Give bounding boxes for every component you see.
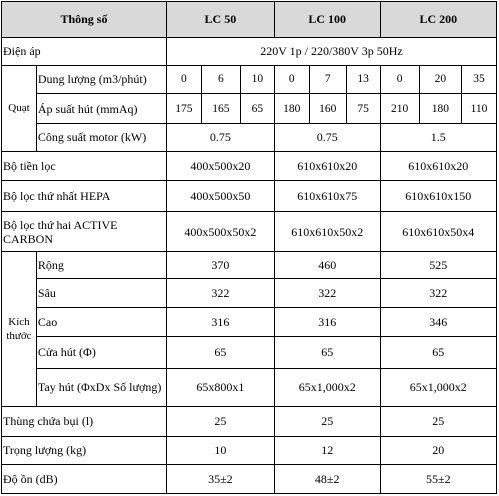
fan-group-label: Quạt bbox=[2, 65, 37, 151]
noise-value: 48±2 bbox=[274, 465, 380, 494]
dimension-value: 316 bbox=[166, 308, 274, 337]
header-param: Thông số bbox=[2, 2, 167, 38]
weight-value: 20 bbox=[380, 436, 496, 465]
carbon-value: 610x610x50x2 bbox=[274, 212, 380, 252]
dimension-value: 65x1,000x2 bbox=[380, 368, 496, 406]
fan-flow-row bbox=[2, 65, 497, 94]
dimension-row-depth bbox=[2, 278, 497, 308]
dimension-value: 322 bbox=[380, 278, 496, 308]
dust-bin-value: 25 bbox=[380, 406, 496, 436]
fan-flow-value: 10 bbox=[240, 65, 274, 94]
header-model-lc50: LC 50 bbox=[166, 2, 274, 38]
fan-flow-value: 0 bbox=[274, 65, 309, 94]
voltage-label: Điện áp bbox=[2, 37, 167, 65]
fan-pressure-value: 110 bbox=[462, 94, 497, 124]
hepa-value: 400x500x50 bbox=[166, 181, 274, 212]
fan-pressure-value: 180 bbox=[274, 94, 309, 124]
fan-flow-value: 6 bbox=[201, 65, 240, 94]
dimension-value: 316 bbox=[274, 308, 380, 337]
dimension-value: 65 bbox=[274, 337, 380, 369]
dimension-label: Cửa hút (Φ) bbox=[36, 337, 166, 369]
dust-bin-value: 25 bbox=[166, 406, 274, 436]
dimension-value: 65 bbox=[166, 337, 274, 369]
weight-row bbox=[2, 436, 497, 465]
dimension-value: 460 bbox=[274, 252, 380, 279]
fan-pressure-value: 65 bbox=[240, 94, 274, 124]
fan-motor-value: 0.75 bbox=[274, 123, 380, 151]
fan-flow-label: Dung lượng (m3/phút) bbox=[36, 65, 166, 94]
noise-value: 55±2 bbox=[380, 465, 496, 494]
header-model-lc100: LC 100 bbox=[274, 2, 380, 38]
dimension-value: 346 bbox=[380, 308, 496, 337]
dust-bin-row bbox=[2, 406, 497, 436]
dimensions-group-label: Kích thước bbox=[2, 252, 37, 407]
dimension-row-width bbox=[2, 252, 497, 279]
fan-flow-value: 20 bbox=[419, 65, 461, 94]
fan-pressure-value: 165 bbox=[201, 94, 240, 124]
header-model-lc200: LC 200 bbox=[380, 2, 496, 38]
fan-flow-value: 13 bbox=[346, 65, 380, 94]
fan-pressure-value: 160 bbox=[309, 94, 346, 124]
noise-label: Độ ồn (dB) bbox=[2, 465, 167, 494]
weight-value: 12 bbox=[274, 436, 380, 465]
carbon-row bbox=[2, 212, 497, 252]
noise-row bbox=[2, 465, 497, 494]
dimension-value: 322 bbox=[274, 278, 380, 308]
pre-filter-value: 400x500x20 bbox=[166, 151, 274, 181]
hepa-value: 610x610x150 bbox=[380, 181, 496, 212]
dimension-label: Tay hút (ΦxDx Số lượng) bbox=[36, 368, 166, 406]
dimension-value: 65x800x1 bbox=[166, 368, 274, 406]
pre-filter-row bbox=[2, 151, 497, 181]
fan-pressure-value: 75 bbox=[346, 94, 380, 124]
noise-value: 35±2 bbox=[166, 465, 274, 494]
spec-table bbox=[1, 1, 497, 494]
dust-bin-value: 25 bbox=[274, 406, 380, 436]
dimension-value: 65 bbox=[380, 337, 496, 369]
fan-motor-value: 0.75 bbox=[166, 123, 274, 151]
fan-pressure-label: Áp suất hút (mmAq) bbox=[36, 94, 166, 124]
fan-motor-label: Công suất motor (kW) bbox=[36, 123, 166, 151]
dimension-value: 525 bbox=[380, 252, 496, 279]
fan-pressure-value: 175 bbox=[166, 94, 201, 124]
pre-filter-label: Bộ tiền lọc bbox=[2, 151, 167, 181]
dimension-label: Rộng bbox=[36, 252, 166, 279]
dimension-row-inlet bbox=[2, 337, 497, 369]
weight-value: 10 bbox=[166, 436, 274, 465]
dimension-label: Sâu bbox=[36, 278, 166, 308]
fan-motor-value: 1.5 bbox=[380, 123, 496, 151]
fan-flow-value: 7 bbox=[309, 65, 346, 94]
fan-flow-value: 0 bbox=[380, 65, 419, 94]
fan-motor-row bbox=[2, 123, 497, 151]
dimension-value: 370 bbox=[166, 252, 274, 279]
weight-label: Trọng lượng (kg) bbox=[2, 436, 167, 465]
voltage-row bbox=[2, 37, 497, 65]
dimension-row-arm bbox=[2, 368, 497, 406]
fan-flow-value: 0 bbox=[166, 65, 201, 94]
header-row bbox=[2, 2, 497, 38]
hepa-label: Bộ lọc thứ nhất HEPA bbox=[2, 181, 167, 212]
dimension-label: Cao bbox=[36, 308, 166, 337]
fan-flow-value: 35 bbox=[462, 65, 497, 94]
pre-filter-value: 610x610x20 bbox=[274, 151, 380, 181]
carbon-label: Bộ lọc thứ hai ACTIVE CARBON bbox=[2, 212, 167, 252]
fan-pressure-value: 180 bbox=[419, 94, 461, 124]
dimension-value: 65x1,000x2 bbox=[274, 368, 380, 406]
fan-pressure-row bbox=[2, 94, 497, 124]
dust-bin-label: Thùng chứa bụi (l) bbox=[2, 406, 167, 436]
voltage-value: 220V 1p / 220/380V 3p 50Hz bbox=[166, 37, 496, 65]
carbon-value: 400x500x50x2 bbox=[166, 212, 274, 252]
hepa-row bbox=[2, 181, 497, 212]
dimension-row-height bbox=[2, 308, 497, 337]
dimension-value: 322 bbox=[166, 278, 274, 308]
carbon-value: 610x610x50x4 bbox=[380, 212, 496, 252]
fan-pressure-value: 210 bbox=[380, 94, 419, 124]
hepa-value: 610x610x75 bbox=[274, 181, 380, 212]
pre-filter-value: 610x610x20 bbox=[380, 151, 496, 181]
